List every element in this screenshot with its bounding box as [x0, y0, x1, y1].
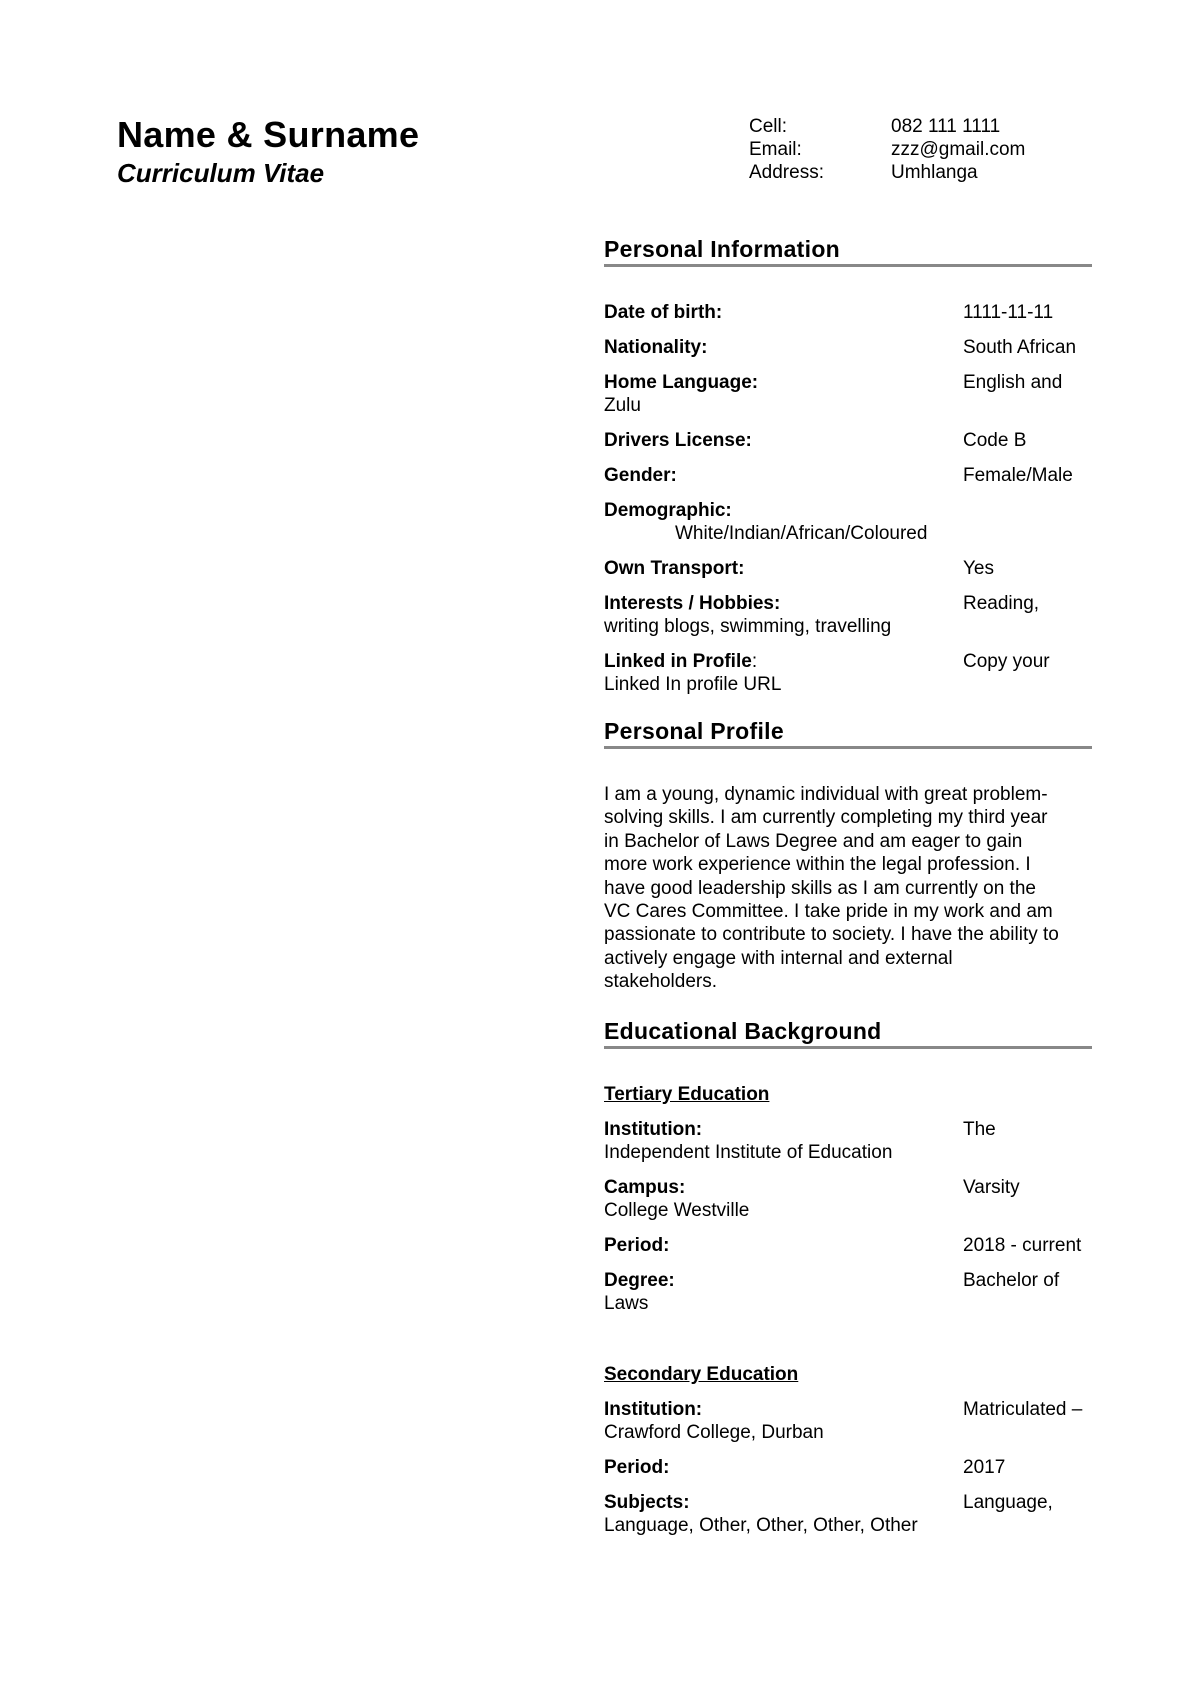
profile-line: in Bachelor of Laws Degree and am eager to gain: [604, 830, 1023, 852]
field-value: Bachelor of: [963, 1269, 1060, 1291]
profile-line: passionate to contribute to society. I have the ability to: [604, 924, 1059, 946]
field-value: Female/Male: [963, 465, 1073, 486]
field-linkedin-profile: [604, 650, 1092, 696]
profile-line: VC Cares Committee. I take pride in my work and am: [604, 901, 1053, 923]
field-label-colon: :: [751, 651, 758, 672]
contact-label: Address:: [749, 162, 824, 183]
contact-value: 082 111 1111: [891, 116, 1001, 137]
field-value: South African: [963, 337, 1077, 358]
field-label: Period:: [604, 1234, 670, 1256]
profile-line: more work experience within the legal profession. I: [604, 854, 1031, 876]
field-label: Home Language:: [604, 372, 759, 393]
field-label: Degree:: [604, 1269, 675, 1291]
field-value-continued: Zulu: [604, 395, 641, 416]
field-value-continued: Language, Other, Other, Other, Other: [604, 1514, 918, 1536]
field-gender: [604, 464, 1092, 487]
profile-line: actively engage with internal and external: [604, 947, 953, 969]
field-label: Nationality:: [604, 337, 708, 358]
field-own-transport: [604, 557, 1092, 580]
field-value: Language,: [963, 1491, 1053, 1513]
document-subtitle: Curriculum Vitae: [117, 158, 325, 188]
secondary-education-heading: Secondary Education: [604, 1363, 799, 1385]
field-label: Linked in Profile: [604, 651, 752, 672]
field-value: Varsity: [963, 1176, 1020, 1198]
field-label: Date of birth:: [604, 302, 723, 323]
section-title-personal-information: Personal Information: [604, 236, 1092, 267]
field-label: Campus:: [604, 1176, 686, 1198]
field-label: Period:: [604, 1456, 670, 1478]
field-value-continued: Independent Institute of Education: [604, 1141, 893, 1163]
field-value-continued: College Westville: [604, 1199, 750, 1221]
field-home-language: [604, 371, 1092, 417]
field-value: Copy your: [963, 651, 1050, 672]
field-value: The: [963, 1118, 996, 1140]
main-column: [604, 236, 1092, 1537]
field-label: Interests / Hobbies:: [604, 593, 781, 614]
field-secondary-institution: [604, 1398, 1092, 1444]
contact-value: Umhlanga: [891, 162, 978, 183]
field-value: 2017: [963, 1456, 1006, 1478]
field-value: Matriculated –: [963, 1398, 1083, 1420]
field-tertiary-institution: [604, 1118, 1092, 1164]
field-demographic: [604, 499, 1092, 545]
field-value-continued: White/Indian/African/Coloured: [675, 523, 928, 544]
contact-label: Email:: [749, 139, 802, 160]
section-title-personal-profile: Personal Profile: [604, 718, 1092, 749]
contact-row-address: [749, 161, 1025, 184]
section-title-educational-background: Educational Background: [604, 1018, 1092, 1049]
contact-row-email: [749, 138, 1025, 161]
field-date-of-birth: [604, 301, 1092, 324]
field-nationality: [604, 336, 1092, 359]
field-label: Subjects:: [604, 1491, 690, 1513]
profile-line: have good leadership skills as I am currently on the: [604, 877, 1036, 899]
personal-profile-text: [604, 783, 1092, 994]
field-tertiary-campus: [604, 1176, 1092, 1222]
field-secondary-subjects: [604, 1491, 1092, 1537]
field-interests-hobbies: [604, 592, 1092, 638]
tertiary-education-heading: Tertiary Education: [604, 1083, 770, 1105]
field-drivers-license: [604, 429, 1092, 452]
candidate-name: Name & Surname: [117, 114, 420, 155]
field-value-continued: Linked In profile URL: [604, 674, 782, 695]
field-label: Demographic:: [604, 500, 732, 521]
contact-value: zzz@gmail.com: [891, 139, 1026, 160]
field-value-continued: writing blogs, swimming, travelling: [604, 616, 892, 637]
contact-row-cell: [749, 115, 1025, 138]
field-secondary-period: [604, 1456, 1092, 1479]
profile-line: solving skills. I am currently completing my third year: [604, 807, 1048, 829]
field-label: Gender:: [604, 465, 677, 486]
field-value: Yes: [963, 558, 994, 579]
field-label: Institution:: [604, 1398, 703, 1420]
field-value: 1111-11-11: [963, 302, 1054, 323]
field-value: English and: [963, 372, 1063, 393]
field-label: Drivers License:: [604, 430, 752, 451]
profile-line: I am a young, dynamic individual with great problem-: [604, 784, 1048, 805]
field-label: Institution:: [604, 1118, 703, 1140]
contact-label: Cell:: [749, 116, 788, 137]
profile-line: stakeholders.: [604, 971, 718, 993]
field-value-continued: Laws: [604, 1292, 649, 1314]
field-tertiary-degree: [604, 1269, 1092, 1315]
field-value: Reading,: [963, 593, 1040, 614]
field-value: 2018 - current: [963, 1234, 1082, 1256]
field-value-continued: Crawford College, Durban: [604, 1421, 824, 1443]
field-value: Code B: [963, 430, 1027, 451]
contact-block: [749, 115, 1025, 184]
field-label: Own Transport:: [604, 558, 745, 579]
field-tertiary-period: [604, 1234, 1092, 1257]
